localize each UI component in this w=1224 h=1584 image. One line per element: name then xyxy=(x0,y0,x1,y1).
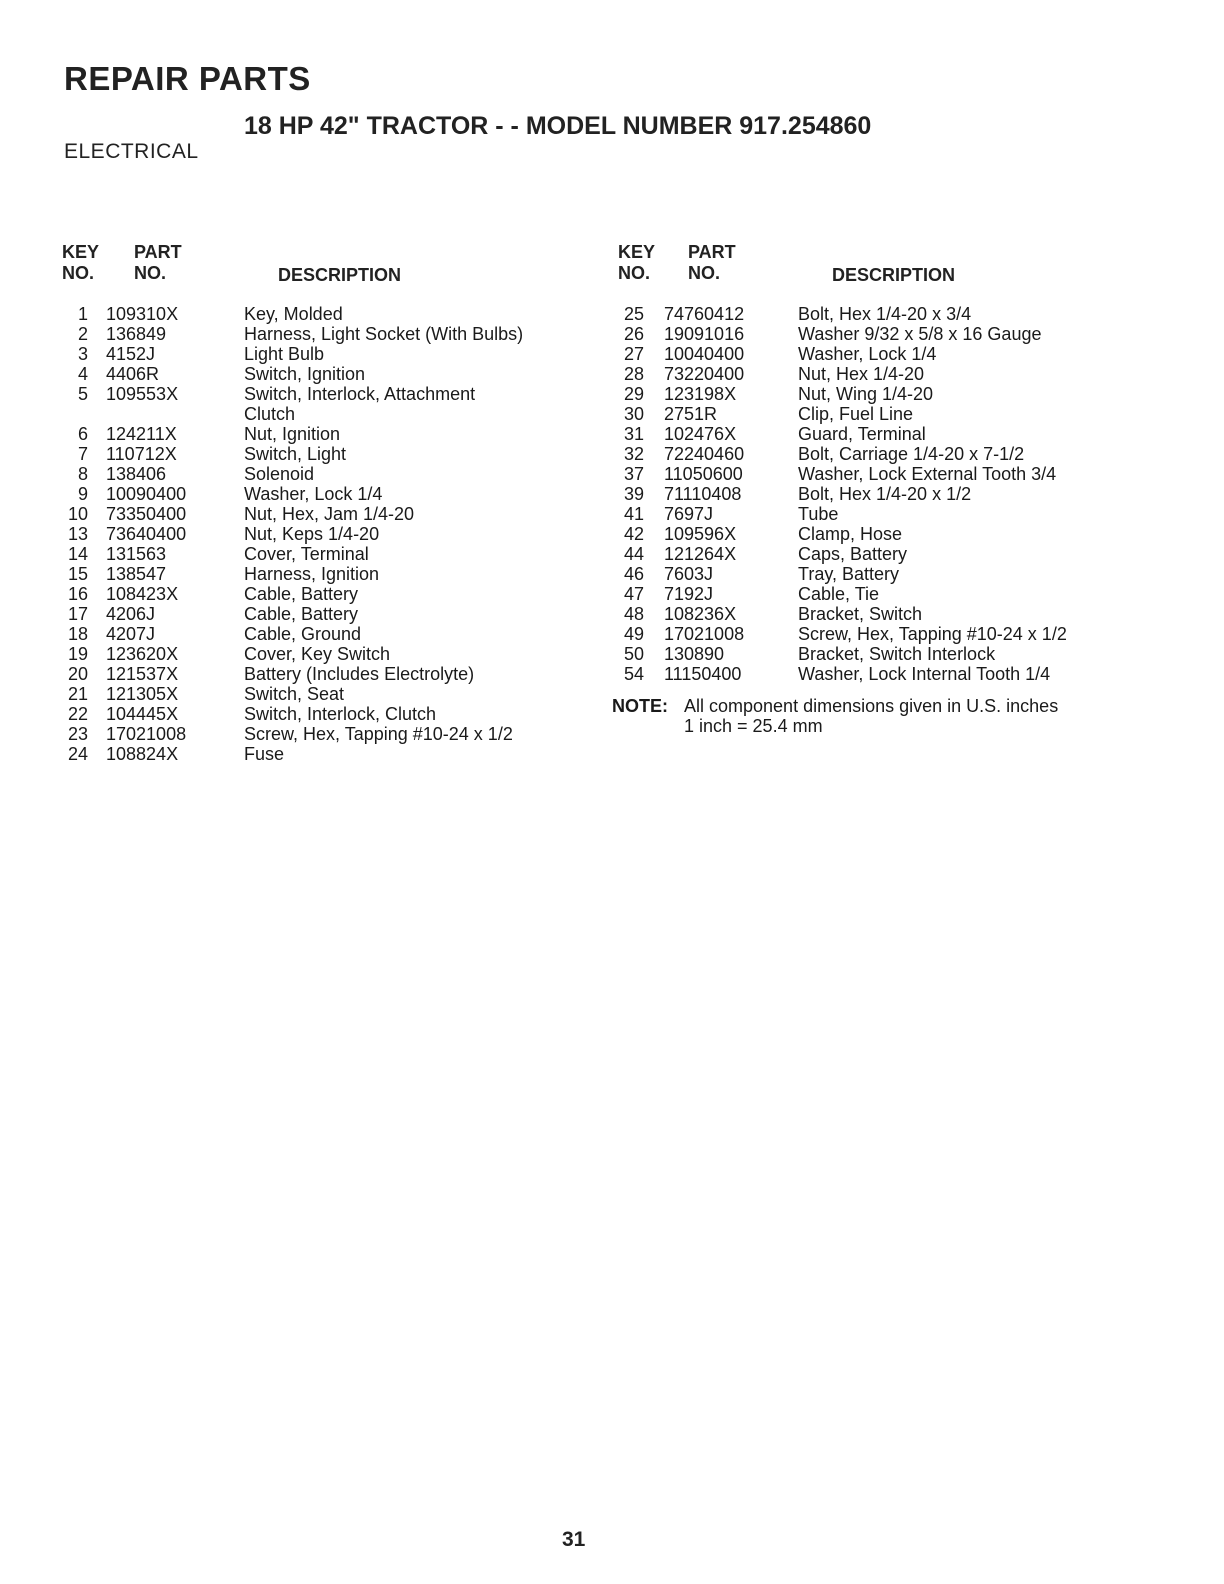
part-number: 73220400 xyxy=(664,364,745,384)
table-row xyxy=(56,584,576,604)
part-number: 102476X xyxy=(664,424,737,444)
table-row xyxy=(612,324,1172,344)
part-number: 121537X xyxy=(106,664,179,684)
key-number: 37 xyxy=(623,464,644,484)
part-description: Switch, Interlock, Clutch xyxy=(244,704,437,724)
key-number: 28 xyxy=(623,364,644,384)
part-description: Cable, Ground xyxy=(244,624,362,644)
part-number: 136849 xyxy=(106,324,167,344)
key-number: 5 xyxy=(77,384,88,404)
table-row xyxy=(56,424,576,444)
part-description: Nut, Hex 1/4-20 xyxy=(798,364,925,384)
key-header-line2: NO. xyxy=(62,263,95,283)
table-row xyxy=(56,744,576,764)
table-row xyxy=(612,444,1172,464)
table-row xyxy=(612,664,1172,684)
part-number: 7192J xyxy=(664,584,714,604)
part-description: Bracket, Switch Interlock xyxy=(798,644,996,664)
part-number: 7697J xyxy=(664,504,714,524)
part-description: Tray, Battery xyxy=(798,564,900,584)
part-description: Switch, Seat xyxy=(244,684,345,704)
key-number: 24 xyxy=(67,744,88,764)
table-row xyxy=(56,724,576,744)
table-row xyxy=(56,464,576,484)
part-header-line1: PART xyxy=(134,242,182,262)
part-number: 104445X xyxy=(106,704,179,724)
key-number: 8 xyxy=(77,464,88,484)
part-description: Bolt, Carriage 1/4-20 x 7-1/2 xyxy=(798,444,1025,464)
table-row xyxy=(612,644,1172,664)
part-number: 4206J xyxy=(106,604,156,624)
part-number: 19091016 xyxy=(664,324,745,344)
table-row xyxy=(612,544,1172,564)
key-number: 14 xyxy=(67,544,88,564)
key-number: 29 xyxy=(623,384,644,404)
part-number: 138547 xyxy=(106,564,167,584)
part-description: Cable, Battery xyxy=(244,604,359,624)
table-row xyxy=(612,524,1172,544)
part-description: Fuse xyxy=(244,744,285,764)
key-number: 6 xyxy=(77,424,88,444)
model-title: 18 HP 42" TRACTOR - - MODEL NUMBER 917.254860 xyxy=(244,112,872,140)
description-header: DESCRIPTION xyxy=(278,265,402,285)
table-row xyxy=(612,304,1172,324)
key-number: 26 xyxy=(623,324,644,344)
note-line1: All component dimensions given in U.S. inches xyxy=(684,696,1059,716)
part-number: 130890 xyxy=(664,644,725,664)
table-row xyxy=(56,684,576,704)
key-number: 9 xyxy=(77,484,88,504)
key-number: 13 xyxy=(67,524,88,544)
part-header-line1: PART xyxy=(688,242,736,262)
key-number: 3 xyxy=(77,344,88,364)
table-row xyxy=(612,564,1172,584)
table-header xyxy=(612,242,1172,288)
part-number: 123620X xyxy=(106,644,179,664)
key-number: 27 xyxy=(623,344,644,364)
part-number: 73640400 xyxy=(106,524,187,544)
table-row xyxy=(56,504,576,524)
part-description: Harness, Light Socket (With Bulbs) xyxy=(244,324,524,344)
key-number: 22 xyxy=(67,704,88,724)
part-description: Bolt, Hex 1/4-20 x 3/4 xyxy=(798,304,972,324)
part-number: 108236X xyxy=(664,604,737,624)
part-description: Washer, Lock Internal Tooth 1/4 xyxy=(798,664,1051,684)
table-row xyxy=(56,644,576,664)
part-number: 17021008 xyxy=(106,724,187,744)
table-row xyxy=(56,604,576,624)
part-description: Clip, Fuel Line xyxy=(798,404,914,424)
part-number: 2751R xyxy=(664,404,718,424)
part-number: 71110408 xyxy=(664,484,742,504)
part-number: 11150400 xyxy=(664,664,742,684)
table-row xyxy=(56,544,576,564)
part-description: Nut, Hex, Jam 1/4-20 xyxy=(244,504,415,524)
page-number: 31 xyxy=(562,1528,586,1551)
part-description: Washer, Lock 1/4 xyxy=(798,344,937,364)
key-number: 46 xyxy=(623,564,644,584)
table-row xyxy=(612,604,1172,624)
key-number: 41 xyxy=(623,504,644,524)
part-header-line2: NO. xyxy=(688,263,721,283)
key-number: 49 xyxy=(623,624,644,644)
part-description: Nut, Ignition xyxy=(244,424,341,444)
part-description: Cable, Tie xyxy=(798,584,880,604)
part-number: 74760412 xyxy=(664,304,745,324)
part-description: Tube xyxy=(798,504,839,524)
key-number: 23 xyxy=(67,724,88,744)
part-description: Washer 9/32 x 5/8 x 16 Gauge xyxy=(798,324,1042,344)
part-description: Washer, Lock External Tooth 3/4 xyxy=(798,464,1057,484)
part-description: Switch, Interlock, Attachment xyxy=(244,384,476,404)
part-description: Screw, Hex, Tapping #10-24 x 1/2 xyxy=(244,724,513,744)
part-number: 10090400 xyxy=(106,484,187,504)
key-number: 31 xyxy=(623,424,644,444)
table-row xyxy=(56,324,576,344)
table-row xyxy=(612,424,1172,444)
part-number: 72240460 xyxy=(664,444,745,464)
key-number: 1 xyxy=(77,304,88,324)
key-header-line1: KEY xyxy=(62,242,100,262)
part-number: 110712X xyxy=(106,444,177,464)
part-number: 109596X xyxy=(664,524,737,544)
description-header: DESCRIPTION xyxy=(832,265,956,285)
part-number: 138406 xyxy=(106,464,167,484)
part-description: Battery (Includes Electrolyte) xyxy=(244,664,475,684)
table-row xyxy=(612,464,1172,484)
key-number: 50 xyxy=(623,644,644,664)
key-number: 17 xyxy=(67,604,88,624)
key-number: 32 xyxy=(623,444,644,464)
key-number: 54 xyxy=(623,664,644,684)
part-description: Key, Molded xyxy=(244,304,343,324)
table-row xyxy=(612,364,1172,384)
table-row xyxy=(612,484,1172,504)
key-number: 25 xyxy=(623,304,644,324)
part-number: 121305X xyxy=(106,684,179,704)
key-number: 16 xyxy=(67,584,88,604)
key-header-line1: KEY xyxy=(618,242,656,262)
key-number: 4 xyxy=(77,364,88,384)
table-header xyxy=(56,242,576,288)
part-description: Screw, Hex, Tapping #10-24 x 1/2 xyxy=(798,624,1067,644)
key-number: 20 xyxy=(67,664,88,684)
part-description: Clamp, Hose xyxy=(798,524,903,544)
parts-list-right xyxy=(612,304,1172,684)
part-description: Nut, Keps 1/4-20 xyxy=(244,524,380,544)
key-number: 47 xyxy=(623,584,644,604)
part-description: Caps, Battery xyxy=(798,544,908,564)
part-number: 4207J xyxy=(106,624,156,644)
part-number: 4406R xyxy=(106,364,160,384)
part-number: 121264X xyxy=(664,544,737,564)
key-number: 7 xyxy=(77,444,88,464)
page-title: REPAIR PARTS xyxy=(64,60,311,97)
part-description: Washer, Lock 1/4 xyxy=(244,484,383,504)
table-row xyxy=(56,364,576,384)
part-description: Guard, Terminal xyxy=(798,424,926,444)
part-number: 4152J xyxy=(106,344,156,364)
part-number: 123198X xyxy=(664,384,737,404)
note-label: NOTE: xyxy=(612,696,668,716)
table-row xyxy=(612,384,1172,404)
parts-table-left xyxy=(56,242,576,764)
part-number: 108824X xyxy=(106,744,179,764)
table-row xyxy=(56,384,576,404)
table-row xyxy=(56,304,576,324)
table-row xyxy=(612,584,1172,604)
table-row xyxy=(56,624,576,644)
key-number: 44 xyxy=(623,544,644,564)
table-row xyxy=(56,444,576,464)
key-number: 19 xyxy=(67,644,88,664)
table-row xyxy=(612,404,1172,424)
part-description: Cover, Terminal xyxy=(244,544,369,564)
part-number: 7603J xyxy=(664,564,714,584)
note-line2: 1 inch = 25.4 mm xyxy=(684,716,823,736)
key-number: 18 xyxy=(67,624,88,644)
part-number: 17021008 xyxy=(664,624,745,644)
key-number: 39 xyxy=(623,484,644,504)
table-row xyxy=(612,624,1172,644)
key-number: 21 xyxy=(67,684,88,704)
key-number: 15 xyxy=(67,564,88,584)
part-description: Bolt, Hex 1/4-20 x 1/2 xyxy=(798,484,972,504)
key-number: 30 xyxy=(623,404,644,424)
part-description: Bracket, Switch xyxy=(798,604,923,624)
part-description: Light Bulb xyxy=(244,344,325,364)
part-description: Switch, Light xyxy=(244,444,347,464)
parts-list-left xyxy=(56,304,576,764)
table-row xyxy=(56,404,576,424)
part-description: Harness, Ignition xyxy=(244,564,380,584)
key-number: 2 xyxy=(77,324,88,344)
parts-table-right xyxy=(612,242,1172,736)
table-row xyxy=(56,484,576,504)
part-number: 108423X xyxy=(106,584,179,604)
part-description: Nut, Wing 1/4-20 xyxy=(798,384,934,404)
part-header-line2: NO. xyxy=(134,263,167,283)
table-row xyxy=(56,564,576,584)
key-number: 48 xyxy=(623,604,644,624)
part-number: 131563 xyxy=(106,544,167,564)
key-number: 42 xyxy=(623,524,644,544)
part-number: 124211X xyxy=(106,424,177,444)
part-description: Clutch xyxy=(244,404,296,424)
part-number: 73350400 xyxy=(106,504,187,524)
table-row xyxy=(56,664,576,684)
key-header-line2: NO. xyxy=(618,263,651,283)
part-description: Cover, Key Switch xyxy=(244,644,391,664)
table-row xyxy=(56,704,576,724)
table-row xyxy=(56,524,576,544)
part-number: 11050600 xyxy=(664,464,743,484)
part-description: Cable, Battery xyxy=(244,584,359,604)
key-number: 10 xyxy=(67,504,88,524)
part-number: 10040400 xyxy=(664,344,745,364)
table-row xyxy=(612,504,1172,524)
part-description: Solenoid xyxy=(244,464,315,484)
table-row xyxy=(612,344,1172,364)
part-number: 109310X xyxy=(106,304,179,324)
table-row xyxy=(56,344,576,364)
part-description: Switch, Ignition xyxy=(244,364,366,384)
section-title: ELECTRICAL xyxy=(64,140,199,163)
part-number: 109553X xyxy=(106,384,179,404)
